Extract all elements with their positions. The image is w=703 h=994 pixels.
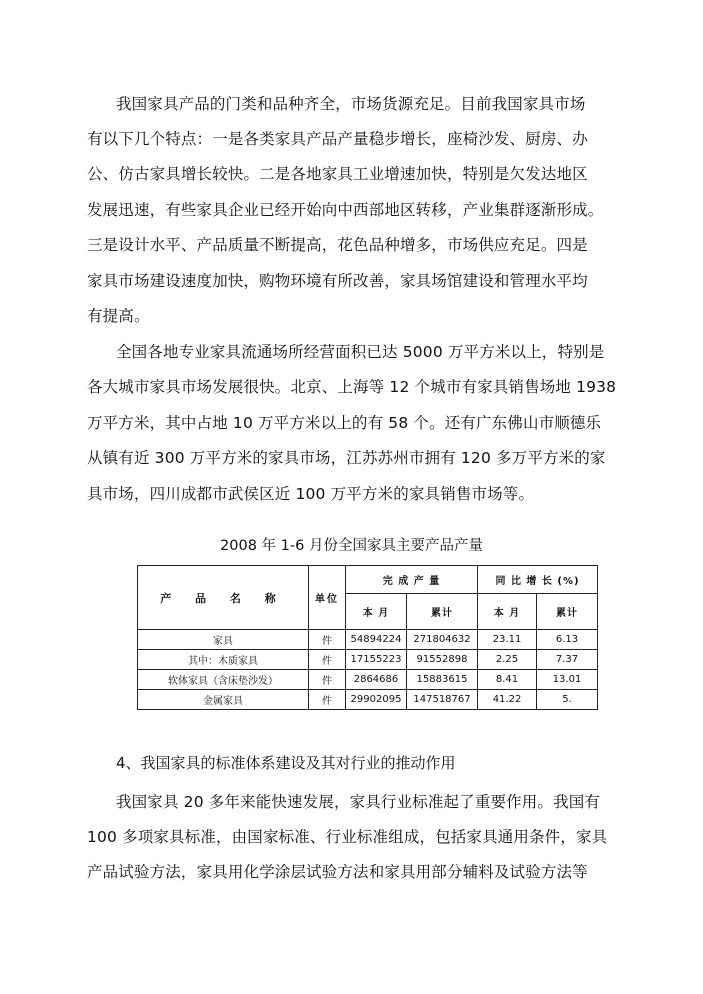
product-name: 金属家具 <box>138 690 309 710</box>
product-header: 产 品 名 称 <box>138 566 309 630</box>
section-4-title: 4、我国家具的标准体系建设及其对行业的推动作用 <box>116 754 456 772</box>
growth-cumulative: 5. <box>537 690 598 710</box>
paragraph-2-line-1: 全国各地专业家具流通场所经营面积已达 5000 万平方米以上，特别是 <box>116 343 605 361</box>
paragraph-2-line-3: 万平方米，其中占地 10 万平方米以上的有 58 个。还有广东佛山市顺德乐 <box>87 414 602 432</box>
growth-month: 41.22 <box>478 690 537 710</box>
product-unit: 件 <box>309 670 346 690</box>
table-row <box>138 650 598 670</box>
output-month-header: 本 月 <box>346 594 407 630</box>
paragraph-2-line-4: 从镇有近 300 万平方米的家具市场，江苏苏州市拥有 120 多万平方米的家 <box>87 449 606 467</box>
production-table <box>137 565 597 710</box>
paragraph-1-line-2: 有以下几个特点：一是各类家具产品产量稳步增长，座椅沙发、厨房、办 <box>87 130 588 148</box>
output-month: 29902095 <box>346 690 407 710</box>
table-row <box>138 690 598 710</box>
growth-month-header: 本 月 <box>478 594 537 630</box>
table-row <box>138 670 598 690</box>
output-cumulative: 147518767 <box>407 690 478 710</box>
product-name: 软体家具（含床垫沙发） <box>138 670 309 690</box>
section-4-line-1: 我国家具 20 多年来能快速发展，家具行业标准起了重要作用。我国有 <box>116 793 601 811</box>
paragraph-1-line-7: 有提高。 <box>87 307 150 325</box>
output-header: 完 成 产 量 <box>346 566 478 594</box>
growth-month: 23.11 <box>478 630 537 650</box>
product-name: 家具 <box>138 630 309 650</box>
paragraph-1-line-6: 家具市场建设速度加快，购物环境有所改善，家具场馆建设和管理水平均 <box>87 272 588 290</box>
growth-cumulative: 13.01 <box>537 670 598 690</box>
paragraph-2-line-2: 各大城市家具市场发展很快。北京、上海等 12 个城市有家具销售场地 1938 <box>87 378 617 396</box>
section-4-line-2: 100 多项家具标准，由国家标准、行业标准组成，包括家具通用条件，家具 <box>87 828 608 846</box>
output-cumulative: 271804632 <box>407 630 478 650</box>
growth-header: 同 比 增 长 (%) <box>478 566 598 594</box>
output-month: 54894224 <box>346 630 407 650</box>
paragraph-2-line-5: 具市场，四川成都市武侯区近 100 万平方米的家具销售市场等。 <box>87 485 535 503</box>
paragraph-1-line-4: 发展迅速，有些家具企业已经开始向中西部地区转移，产业集群逐渐形成。 <box>87 201 604 219</box>
output-month: 2864686 <box>346 670 407 690</box>
paragraph-1-line-5: 三是设计水平、产品质量不断提高，花色品种增多，市场供应充足。四是 <box>87 236 588 254</box>
growth-month: 8.41 <box>478 670 537 690</box>
output-month: 17155223 <box>346 650 407 670</box>
product-name: 其中：木质家具 <box>138 650 309 670</box>
output-cumulative: 15883615 <box>407 670 478 690</box>
growth-cumulative: 6.13 <box>537 630 598 650</box>
section-4-line-3: 产品试验方法，家具用化学涂层试验方法和家具用部分辅料及试验方法等 <box>87 863 588 881</box>
product-unit: 件 <box>309 630 346 650</box>
output-cumulative-header: 累计 <box>407 594 478 630</box>
output-cumulative: 91552898 <box>407 650 478 670</box>
paragraph-1-line-3: 公、仿古家具增长较快。二是各地家具工业增速加快，特别是欠发达地区 <box>87 165 588 183</box>
growth-cumulative-header: 累计 <box>537 594 598 630</box>
paragraph-1-line-1: 我国家具产品的门类和品种齐全，市场货源充足。目前我国家具市场 <box>116 95 586 113</box>
product-unit: 件 <box>309 650 346 670</box>
table-caption: 2008 年 1-6 月份全国家具主要产品产量 <box>220 538 483 554</box>
growth-month: 2.25 <box>478 650 537 670</box>
unit-header: 单位 <box>309 566 346 630</box>
table-row <box>138 630 598 650</box>
growth-cumulative: 7.37 <box>537 650 598 670</box>
product-unit: 件 <box>309 690 346 710</box>
